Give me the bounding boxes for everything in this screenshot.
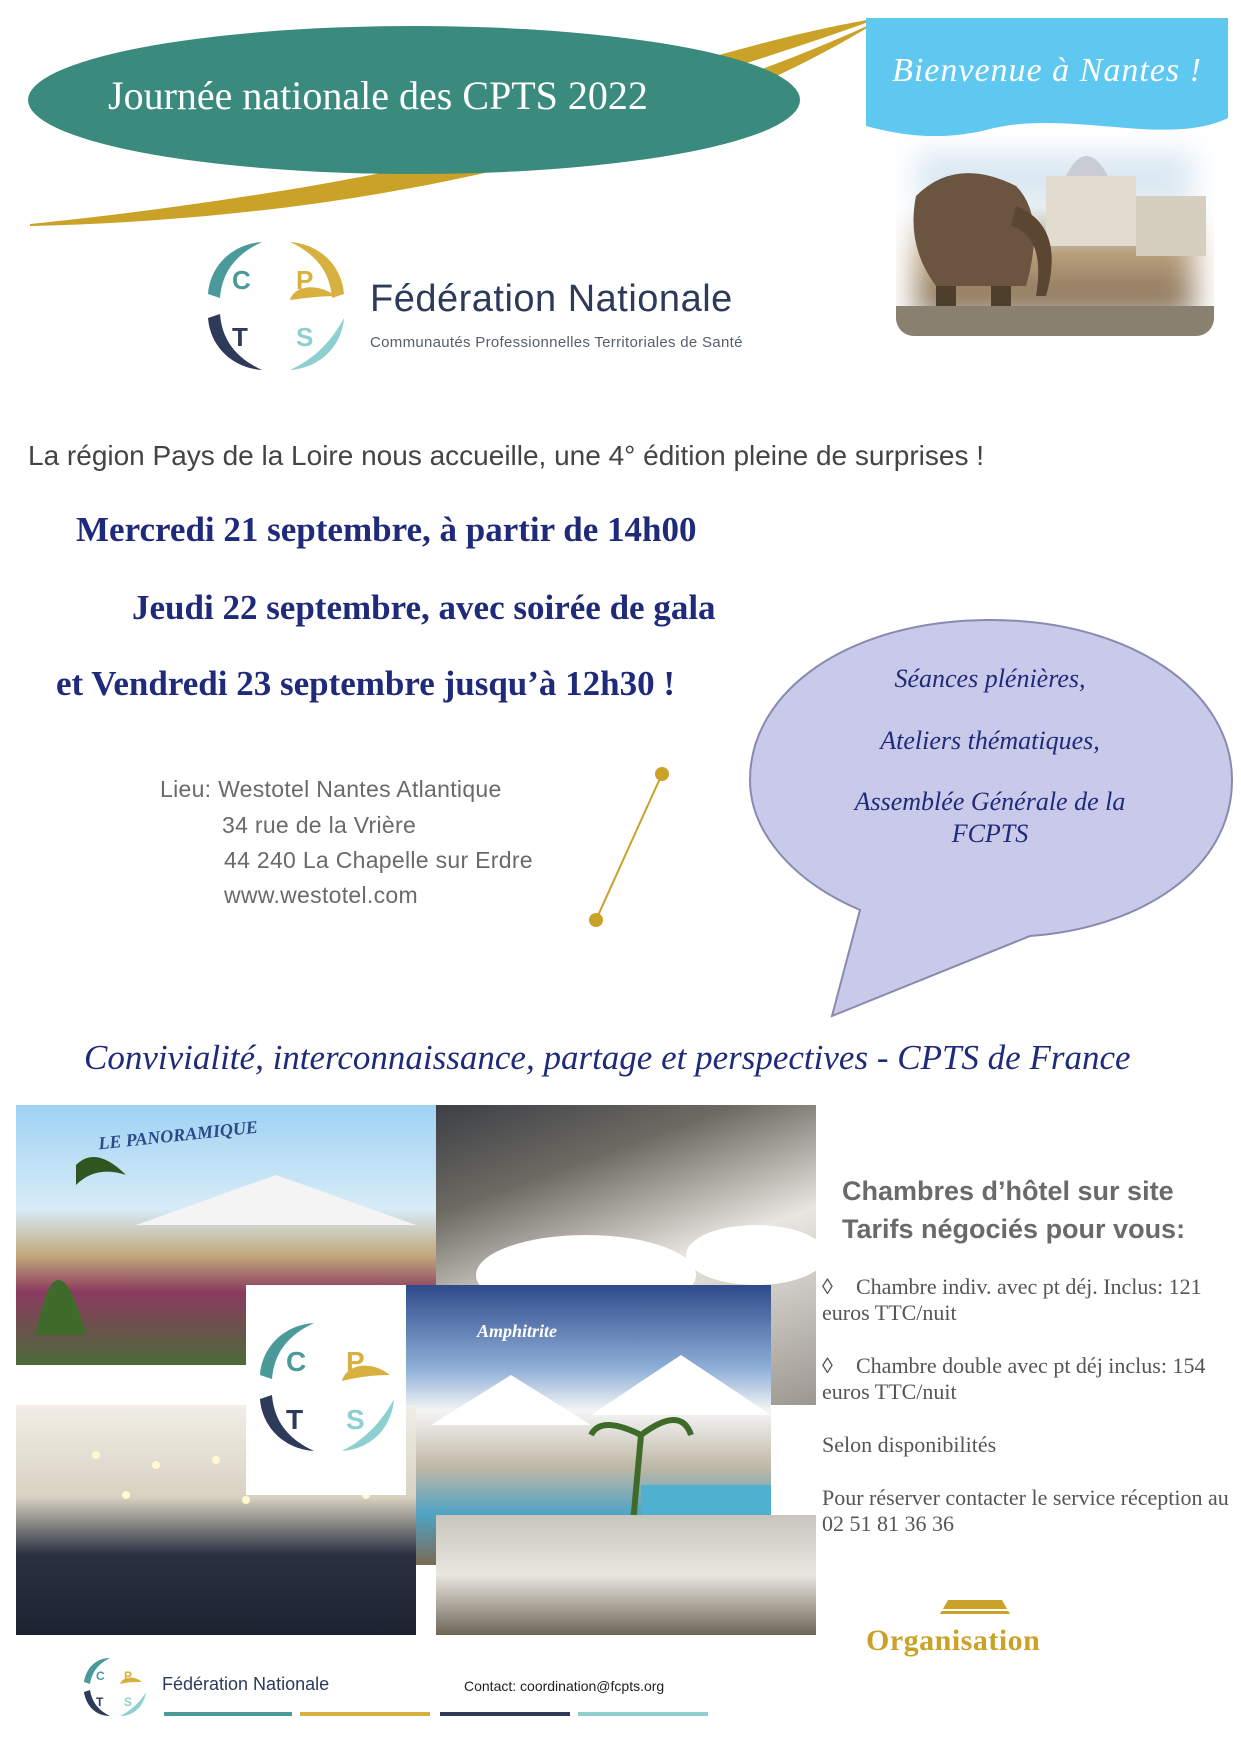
federation-subtitle: Communautés Professionnelles Territoriales de Santé [370,334,743,351]
federation-name: Fédération Nationale [370,278,733,320]
tagline: Convivialité, interconnaissance, partage et perspectives - CPTS de France [84,1038,1131,1077]
footer-logo-letter-c: C [96,1669,105,1683]
organisation-label: Organisation [866,1624,1041,1657]
date-wednesday: Mercredi 21 septembre, à partir de 14h00 [76,510,697,549]
logo-letter-c: C [232,265,251,295]
date-thursday: Jeudi 22 septembre, avec soirée de gala [132,588,716,627]
hotel-rate-single-text: Chambre indiv. avec pt déj. Inclus: 121 euros TTC/nuit [822,1274,1202,1325]
venue-street: 34 rue de la Vrière [222,812,417,838]
footer-logo-letter-s: S [124,1695,133,1709]
footer-logo-letter-t: T [96,1695,104,1709]
logo-letter-p: P [296,265,314,295]
organisation-logo-icon [940,1600,1010,1614]
footer-cpts-logo [80,1652,150,1722]
hotel-reservation: Pour réserver contacter le service réception au 02 51 81 36 36 [822,1485,1229,1536]
page-title: Journée nationale des CPTS 2022 [108,73,648,118]
terrace-caption: LE PANORAMIQUE [97,1116,259,1154]
diamond-bullet-icon: ◊ [822,1353,833,1378]
footer-bar-gold [300,1712,430,1716]
hotel-room-photo [436,1515,816,1635]
collage-logo-letter-p: P [346,1346,365,1377]
venue-city: 44 240 La Chapelle sur Erdre [224,847,533,873]
collage-logo-letter-s: S [346,1404,365,1435]
logo-letter-s: S [296,322,314,352]
hotel-rate-double-text: Chambre double avec pt déj inclus: 154 euros TTC/nuit [822,1353,1206,1404]
hotel-heading-line2: Tarifs négociés pour vous: [842,1214,1186,1244]
welcome-panel [866,18,1236,338]
venue-website[interactable]: www.westotel.com [224,882,418,908]
logo-letter-t: T [232,322,248,352]
hotel-rate-double [822,1353,1241,1405]
decorative-connector [570,760,680,940]
collage-logo-letter-t: T [286,1404,304,1435]
collage-cpts-logo [246,1285,406,1495]
hotel-rate-single [822,1274,1241,1326]
hotel-availability: Selon disponibilités [822,1432,997,1457]
bubble-item-assembly: Assemblée Générale de la FCPTS [854,787,1126,848]
header-banner [0,0,900,240]
welcome-text: Bienvenue à Nantes ! [892,52,1202,89]
hotel-heading [842,1172,1222,1248]
bubble-item-plenary: Séances plénières, [894,664,1086,693]
collage-logo-letter-c: C [286,1346,307,1377]
bubble-item-workshops: Ateliers thématiques, [880,726,1100,755]
footer-bar-light [578,1712,708,1716]
footer-federation-name: Fédération Nationale [162,1674,330,1694]
cpts-logo [196,226,356,386]
footer-logo-letter-p: P [124,1669,133,1683]
venue-photo-collage [16,1105,816,1635]
diamond-bullet-icon: ◊ [822,1274,833,1299]
venue-name: Lieu: Westotel Nantes Atlantique [160,776,502,802]
pool-caption: Amphitrite [477,1321,558,1341]
date-friday: et Vendredi 23 septembre jusqu’à 12h30 ! [56,664,676,703]
footer-bar-navy [440,1712,570,1716]
intro-text: La région Pays de la Loire nous accueille, une 4° édition pleine de surprises ! [28,440,985,471]
nantes-elephant-photo [896,136,1214,336]
footer-contact[interactable]: Contact: coordination@fcpts.org [464,1678,665,1694]
hotel-heading-line1: Chambres d’hôtel sur site [842,1176,1174,1206]
footer-bar-teal [164,1712,292,1716]
